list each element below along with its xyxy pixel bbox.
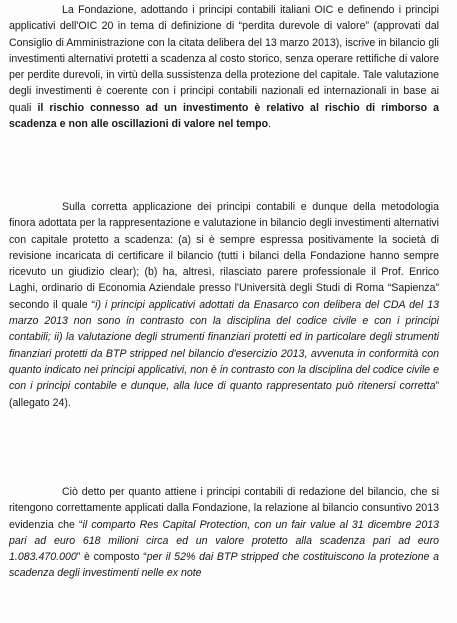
paragraph-2-quotation: i) i principi applicativi adottati da Enasarco con delibera del CDA del 13 marzo 2013 non sono in contrasto con la disciplina del codice civile e con i principi contabili; ii) la valutazione degli strumenti finanziari protetti ed in particolare degli strumenti finanziari protetti da BTP stripped nel bilancio d'esercizio 2013, avvenuta in conformità con quanto indicato nei principi applicativi, non è in contrasto con la disciplina del codice civile e con i principi contabile e dunque, alla luce di quanto rappresentato può ritenersi corretta: [9, 298, 439, 393]
paragraph-1-text-1: La Fondazione, adottando i principi contabili italiani OIC e definendo i principi applicativi dell'OIC 20 in tema di definizione di “perdita durevole di valore” (approvati dal Consiglio di Amministrazione con la citata delibera del 13 marzo 2013), iscrive in bilancio gli investimenti alternativi protetti a scadenza al costo storico, senza operare rettifiche di valore per perdite durevoli, in virtù della sussistenza della protezione del capitale. Tale valutazione degli investimenti è coerente con i principi contabili nazionali ed internazionali in base ai quali: [9, 4, 439, 114]
paragraph-3-quotation-1: il comparto Res Capital Protection, con un fair value al 31 dicembre 2013 pari ad euro 618 milioni circa ed un valore protetto alla scadenza pari ad euro 1.083.470.000: [9, 518, 439, 564]
paragraph-1: [9, 2, 439, 132]
paragraph-1-bold-text: il rischio connesso ad un investimento è relativo al rischio di rimborso a scadenza e non alle oscillazioni di valore nel tempo: [9, 101, 440, 131]
paragraph-3-quotation-2: per il 52% dai BTP stripped che costituiscono la protezione a scadenza degli investimenti nelle ex note: [9, 551, 439, 580]
paragraph-1-text-2: .: [268, 118, 271, 131]
paragraph-3: [9, 484, 439, 582]
paragraph-2: [9, 199, 439, 411]
paragraph-3-text-1: Ciò detto per quanto attiene i principi contabili di redazione del bilancio, che si ritengono correttamente applicati dalla Fondazione, la relazione al bilancio consuntivo 2013 evidenzia che “: [9, 486, 439, 531]
paragraph-2-text-1: Sulla corretta applicazione dei principi contabili e dunque della metodologia finora adottata per la rappresentazione e valutazione in bilancio degli investimenti alternativi con capitale protetto a scadenza: (a) si è sempre espressa positivamente la società di revisione incaricata di certificare il bilancio (tutti i bilanci della Fondazione hanno sempre ricevuto un giudizio clear); (b) ha, altresì, rilasciato parere professionale il Prof. Enrico Laghi, ordinario di Economia Aziendale presso l'Università degli Studi di Roma “Sapienza” secondo il quale “: [9, 201, 439, 311]
paragraph-2-text-2: ” (allegato 24).: [9, 380, 439, 409]
paragraph-3-text-2: ” è composto “: [76, 551, 147, 564]
